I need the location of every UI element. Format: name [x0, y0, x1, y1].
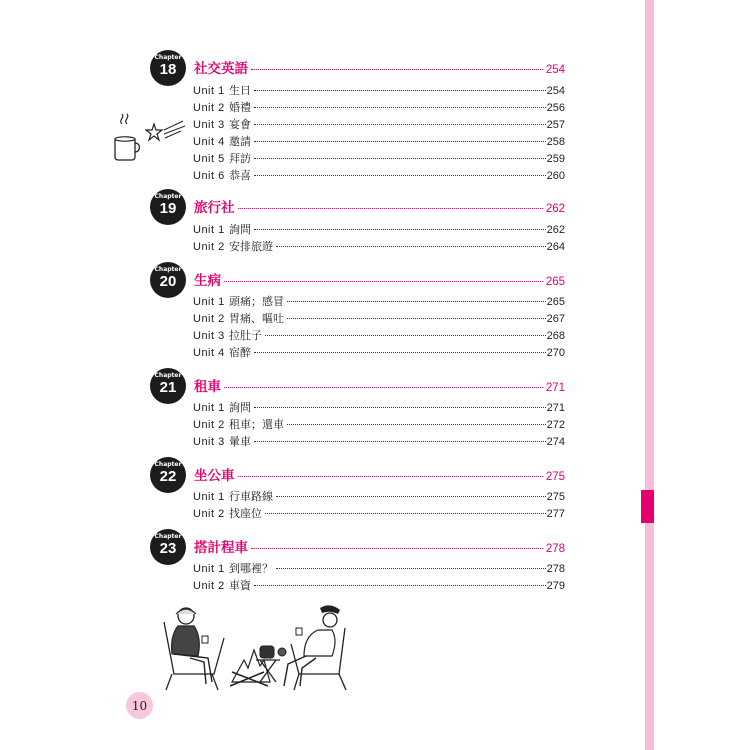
- leader-dots: [276, 568, 546, 569]
- chapter-title: 生病: [194, 273, 221, 289]
- unit-page: 256: [546, 102, 565, 114]
- chapter-page: 262: [545, 203, 565, 215]
- leader-dots: [254, 229, 546, 230]
- unit-page: 277: [546, 508, 565, 520]
- unit-label: Unit 1: [193, 491, 225, 503]
- chapter-page: 265: [545, 276, 565, 288]
- unit-row[interactable]: [193, 221, 565, 237]
- chapter-number: 19: [159, 200, 177, 217]
- chapter-title-row[interactable]: [194, 196, 565, 216]
- unit-title: 邀請: [229, 135, 251, 148]
- chapter-page: 278: [545, 543, 565, 555]
- chapter-title: 社交英語: [194, 61, 248, 77]
- chapter-badge: [150, 189, 186, 225]
- unit-title: 找座位: [229, 507, 262, 520]
- unit-label: Unit 3: [193, 119, 225, 131]
- unit-label: Unit 2: [193, 102, 225, 114]
- unit-label: Unit 3: [193, 436, 225, 448]
- unit-page: 254: [546, 85, 565, 97]
- chapter-title: 租車: [194, 379, 221, 395]
- unit-title: 胃痛、嘔吐: [229, 312, 284, 325]
- unit-row[interactable]: [193, 150, 565, 166]
- chapter-title: 旅行社: [194, 200, 235, 216]
- unit-label: Unit 4: [193, 347, 225, 359]
- chapter-number: 21: [159, 379, 177, 396]
- chapter-23: [150, 529, 565, 599]
- leader-dots: [265, 513, 546, 514]
- unit-page: 259: [546, 153, 565, 165]
- chapter-number: 22: [159, 468, 177, 485]
- chapter-title-row[interactable]: [194, 464, 565, 484]
- leader-dots: [254, 352, 546, 353]
- leader-dots: [254, 141, 546, 142]
- leader-dots: [254, 124, 546, 125]
- chapter-badge: [150, 50, 186, 86]
- leader-dots: [238, 208, 543, 209]
- leader-dots: [276, 246, 546, 247]
- unit-title: 詢問: [229, 401, 251, 414]
- chapter-22: [150, 457, 565, 527]
- leader-dots: [254, 90, 546, 91]
- unit-row[interactable]: [193, 310, 565, 326]
- unit-page: 270: [546, 347, 565, 359]
- unit-page: 257: [546, 119, 565, 131]
- unit-label: Unit 1: [193, 563, 225, 575]
- unit-title: 婚禮: [229, 101, 251, 114]
- unit-page: 279: [546, 580, 565, 592]
- unit-label: Unit 4: [193, 136, 225, 148]
- chapter-title-row[interactable]: [194, 536, 565, 556]
- chapter-badge-label: Chapter: [154, 193, 182, 200]
- chapter-badge-label: Chapter: [154, 461, 182, 468]
- unit-row[interactable]: [193, 238, 565, 254]
- leader-dots: [276, 496, 546, 497]
- chapter-18: [150, 50, 565, 185]
- leader-dots: [287, 318, 546, 319]
- unit-label: Unit 1: [193, 224, 225, 236]
- leader-dots: [224, 281, 543, 282]
- unit-page: 264: [546, 241, 565, 253]
- chapter-19: [150, 189, 565, 259]
- chapter-section-tab: [641, 490, 654, 523]
- unit-page: 262: [546, 224, 565, 236]
- leader-dots: [254, 158, 546, 159]
- chapter-page: 271: [545, 382, 565, 394]
- unit-label: Unit 2: [193, 241, 225, 253]
- unit-label: Unit 2: [193, 419, 225, 431]
- chapter-badge-label: Chapter: [154, 372, 182, 379]
- unit-title: 暈車: [229, 435, 251, 448]
- unit-title: 頭痛；感冒: [229, 295, 284, 308]
- unit-title: 行車路線: [229, 490, 273, 503]
- unit-row[interactable]: [193, 293, 565, 309]
- chapter-badge: [150, 529, 186, 565]
- leader-dots: [254, 107, 546, 108]
- unit-page: 272: [546, 419, 565, 431]
- unit-title: 恭喜: [229, 169, 251, 182]
- unit-row[interactable]: [193, 416, 565, 432]
- leader-dots: [254, 585, 546, 586]
- unit-label: Unit 1: [193, 402, 225, 414]
- unit-page: 267: [546, 313, 565, 325]
- unit-row[interactable]: [193, 488, 565, 504]
- leader-dots: [254, 441, 546, 442]
- chapter-21: [150, 368, 565, 453]
- unit-title: 到哪裡？: [229, 562, 273, 575]
- unit-row[interactable]: [193, 167, 565, 183]
- unit-title: 拉肚子: [229, 329, 262, 342]
- unit-title: 車資: [229, 579, 251, 592]
- unit-label: Unit 6: [193, 170, 225, 182]
- unit-row[interactable]: [193, 344, 565, 360]
- chapter-number: 18: [159, 61, 177, 78]
- unit-title: 生日: [229, 84, 251, 97]
- chapter-title-row[interactable]: [194, 57, 565, 77]
- unit-row[interactable]: [193, 327, 565, 343]
- campfire-people-illustration: [160, 602, 355, 697]
- unit-title: 宴會: [229, 118, 251, 131]
- unit-page: 278: [546, 563, 565, 575]
- chapter-badge: [150, 262, 186, 298]
- chapter-number: 20: [159, 273, 177, 290]
- leader-dots: [287, 424, 546, 425]
- unit-label: Unit 1: [193, 296, 225, 308]
- chapter-title: 搭計程車: [194, 540, 248, 556]
- unit-title: 安排旅遊: [229, 240, 273, 253]
- unit-label: Unit 1: [193, 85, 225, 97]
- unit-title: 拜訪: [229, 152, 251, 165]
- side-color-strip: [645, 0, 654, 750]
- unit-row[interactable]: [193, 560, 565, 576]
- leader-dots: [224, 387, 543, 388]
- leader-dots: [254, 407, 546, 408]
- chapter-badge-label: Chapter: [154, 54, 182, 61]
- unit-row[interactable]: [193, 505, 565, 521]
- unit-page: 258: [546, 136, 565, 148]
- unit-page: 274: [546, 436, 565, 448]
- chapter-badge: [150, 457, 186, 493]
- unit-page: 271: [546, 402, 565, 414]
- unit-label: Unit 2: [193, 580, 225, 592]
- unit-row[interactable]: [193, 577, 565, 593]
- leader-dots: [251, 548, 543, 549]
- unit-label: Unit 5: [193, 153, 225, 165]
- unit-row[interactable]: [193, 99, 565, 115]
- chapter-badge-label: Chapter: [154, 266, 182, 273]
- leader-dots: [265, 335, 546, 336]
- unit-label: Unit 2: [193, 508, 225, 520]
- unit-title: 租車；還車: [229, 418, 284, 431]
- chapter-20: [150, 262, 565, 367]
- chapter-number: 23: [159, 540, 177, 557]
- unit-page: 268: [546, 330, 565, 342]
- page-number: 10: [126, 692, 153, 719]
- leader-dots: [287, 301, 546, 302]
- unit-row[interactable]: [193, 133, 565, 149]
- unit-page: 275: [546, 491, 565, 503]
- unit-page: 265: [546, 296, 565, 308]
- unit-page: 260: [546, 170, 565, 182]
- unit-label: Unit 2: [193, 313, 225, 325]
- unit-row[interactable]: [193, 399, 565, 415]
- unit-label: Unit 3: [193, 330, 225, 342]
- unit-title: 詢問: [229, 223, 251, 236]
- unit-row[interactable]: [193, 433, 565, 449]
- chapter-title-row[interactable]: [194, 269, 565, 289]
- chapter-page: 275: [545, 471, 565, 483]
- unit-title: 宿醉: [229, 346, 251, 359]
- leader-dots: [251, 69, 543, 70]
- leader-dots: [238, 476, 543, 477]
- unit-row[interactable]: [193, 116, 565, 132]
- leader-dots: [254, 175, 546, 176]
- chapter-title-row[interactable]: [194, 375, 565, 395]
- chapter-page: 254: [545, 64, 565, 76]
- chapter-badge: [150, 368, 186, 404]
- star-icon: [145, 115, 190, 145]
- chapter-title: 坐公車: [194, 468, 235, 484]
- chapter-badge-label: Chapter: [154, 533, 182, 540]
- unit-row[interactable]: [193, 82, 565, 98]
